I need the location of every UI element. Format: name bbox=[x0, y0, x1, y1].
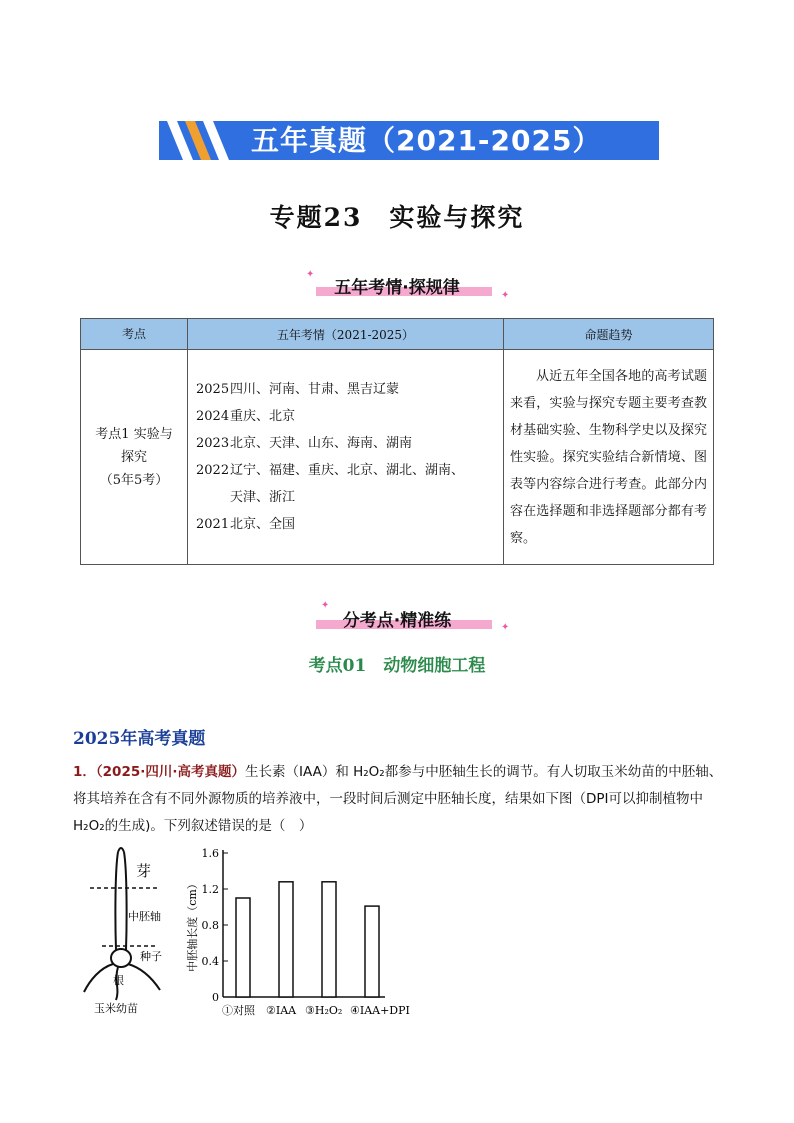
x-category-label: ④IAA+DPI bbox=[350, 1004, 410, 1017]
list-item: 2021北京、全国 bbox=[196, 517, 296, 532]
x-category-label: ③H₂O₂ bbox=[305, 1004, 343, 1017]
x-category-label: ①对照 bbox=[222, 1004, 255, 1017]
table-header: 考点 bbox=[81, 319, 188, 350]
table-header: 五年考情（2021-2025） bbox=[188, 319, 504, 350]
x-category-label: ②IAA bbox=[266, 1004, 297, 1017]
exam-trend-table bbox=[80, 318, 714, 565]
seedling-caption: 玉米幼苗 bbox=[94, 1002, 138, 1015]
bar-4 bbox=[365, 906, 379, 997]
root-label: 根 bbox=[113, 974, 124, 987]
trend-cell: 从近五年全国各地的高考试题来看，实验与探究专题主要考查教材基础实验、生物科学史以及探究性实验。探究实验结合新情境、图表等内容综合进行考查。此部分内容在选择题和非选择题部分都有考察。 bbox=[504, 350, 714, 565]
question-text: 生长素（IAA）和 H₂O₂都参与中胚轴生长的调节。有人切取玉米幼苗的中胚轴、将其培养在含有不同外源物质的培养液中，一段时间后测定中胚轴长度，结果如下图（DPI可以抑制植物中H₂O₂的生成)。下列叙述错误的是（ ） bbox=[73, 764, 723, 834]
topic-title: 专题23 实验与探究 bbox=[269, 203, 525, 232]
y-tick-label: 1.2 bbox=[201, 883, 219, 896]
y-tick-label: 0 bbox=[212, 991, 219, 1004]
years-cell bbox=[188, 350, 504, 565]
bar-3 bbox=[322, 882, 336, 997]
y-axis-label: 中胚轴长度（cm） bbox=[186, 878, 199, 972]
list-item: 2025四川、河南、甘肃、黑吉辽蒙 bbox=[196, 382, 400, 397]
question-1 bbox=[73, 759, 723, 840]
section-header-practice: ✦ ✦ 分考点·精准练 bbox=[0, 606, 794, 631]
bud-label: 芽 bbox=[136, 862, 152, 880]
list-item: 2023北京、天津、山东、海南、湖南 bbox=[196, 436, 413, 451]
list-item: 2024重庆、北京 bbox=[196, 409, 296, 424]
year-title: 2025年高考真题 bbox=[73, 729, 206, 749]
y-tick-label: 0.8 bbox=[201, 919, 219, 932]
title-banner bbox=[159, 121, 659, 160]
sparkle-icon: ✦ bbox=[501, 622, 510, 633]
table-header: 命题趋势 bbox=[504, 319, 714, 350]
question-number: 1． bbox=[73, 764, 96, 780]
sparkle-icon: ✦ bbox=[306, 269, 315, 280]
bar-1 bbox=[236, 898, 250, 997]
list-item: 2022辽宁、福建、重庆、北京、湖北、湖南、 bbox=[196, 463, 465, 478]
banner-title: 五年真题（2021-2025） bbox=[251, 124, 602, 157]
bar-chart bbox=[185, 847, 410, 1017]
question-figure bbox=[80, 840, 440, 1029]
bar-2 bbox=[279, 882, 293, 997]
y-tick-label: 0.4 bbox=[201, 955, 219, 968]
sparkle-icon: ✦ bbox=[501, 290, 510, 301]
kaodian-cell: 考点1 实验与 探究 （5年5考） bbox=[81, 350, 188, 565]
seed-label: 种子 bbox=[140, 950, 162, 963]
section-header-trend: ✦ ✦ 五年考情·探规律 bbox=[306, 269, 510, 301]
mesocotyl-label: 中胚轴 bbox=[128, 910, 161, 923]
list-item: 天津、浙江 bbox=[230, 490, 296, 505]
y-tick-label: 1.6 bbox=[201, 847, 219, 860]
question-source: （2025·四川·高考真题） bbox=[95, 764, 245, 780]
kaodian-title: 考点01 动物细胞工程 bbox=[308, 656, 486, 676]
stripe-decoration-icon bbox=[159, 121, 251, 160]
sparkle-icon: ✦ bbox=[321, 600, 330, 611]
